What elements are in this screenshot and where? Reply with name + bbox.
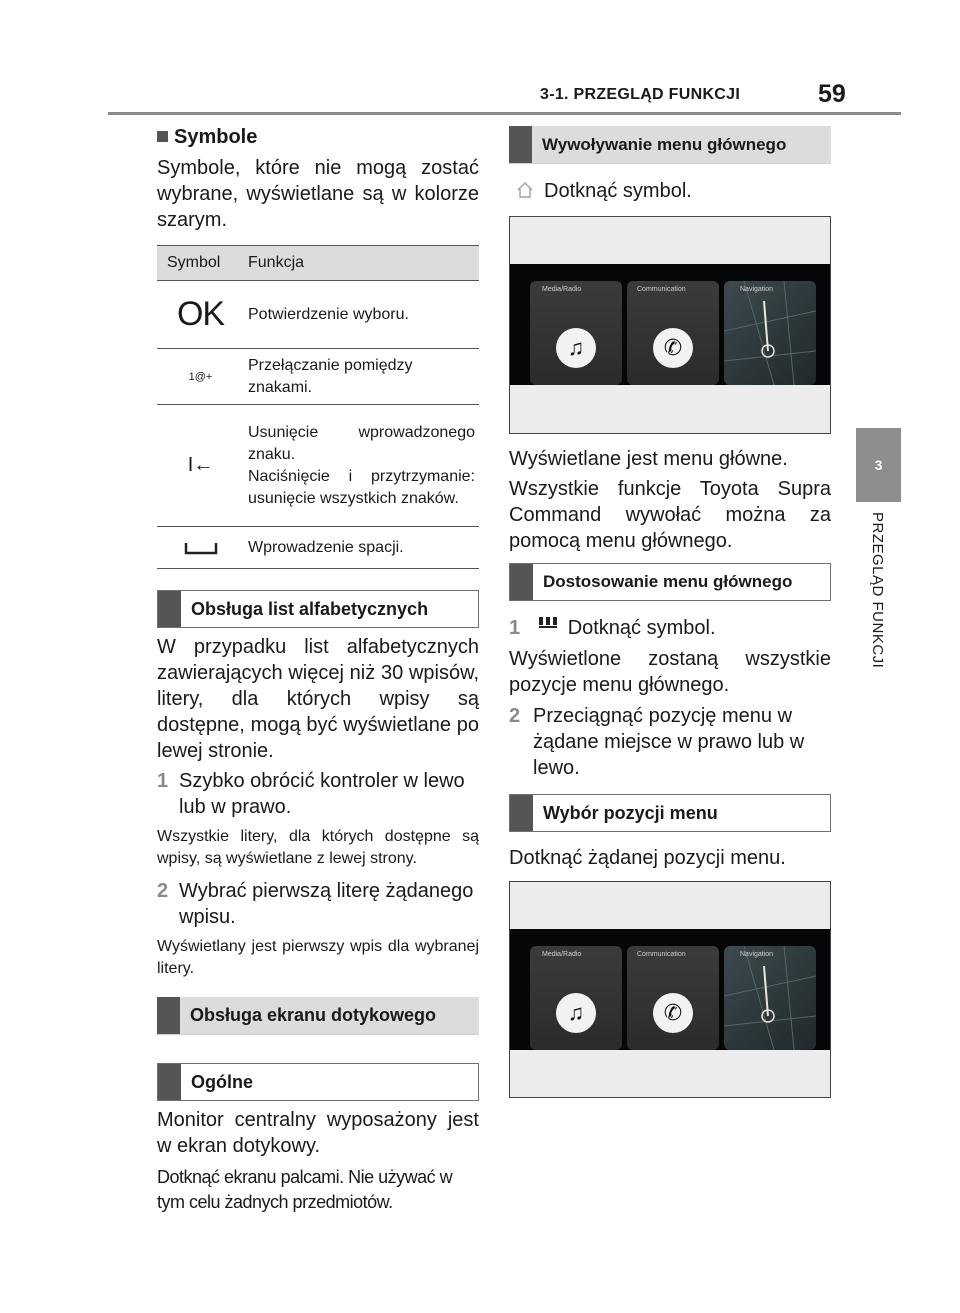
tile-navigation: Navigation xyxy=(740,951,774,958)
page-number: 59 xyxy=(818,80,846,108)
switch-chars-icon: 1@+ xyxy=(188,370,213,383)
music-icon: ♫ xyxy=(556,993,596,1033)
customize-step-1-after: Wyświetlone zostaną wszystkie pozycje menu głównego. xyxy=(509,648,831,696)
touch-text: Monitor centralny wyposażony jest w ekran dotykowy. xyxy=(157,1109,479,1157)
tile-media: Media/Radio xyxy=(542,286,582,293)
alpha-step-2: 2 Wybrać pierwszą literę żądanego wpisu. xyxy=(157,880,474,928)
customize-heading: Dostosowanie menu głównego xyxy=(509,563,831,601)
ok-icon: OK xyxy=(176,295,225,333)
section-title: 3-1. PRZEGLĄD FUNKCJI xyxy=(540,86,741,103)
touch-note: Dotknąć ekranu palcami. Nie używać w tym celu żadnych przedmiotów. xyxy=(157,1167,453,1212)
music-icon: ♫ xyxy=(556,328,596,368)
all-items-icon xyxy=(538,616,558,630)
select-text: Dotknąć żądanej pozycji menu. xyxy=(509,847,786,869)
table-header xyxy=(157,245,479,281)
alpha-text: W przypadku list alfabetycznych zawierających więcej niż 30 wpisów, litery, dla których wpisy są dostępne, mogą być wyświetlane po lewej stronie. xyxy=(157,636,479,762)
customize-step-2: 2 Przeciągnąć pozycję menu w żądane miejsce w prawo lub w lewo. xyxy=(509,705,805,779)
space-icon xyxy=(157,527,244,568)
general-heading: Ogólne xyxy=(157,1063,479,1101)
alpha-step-2-note: Wyświetlany jest pierwszy wpis dla wybranej litery. xyxy=(157,938,479,977)
header-rule xyxy=(108,112,901,115)
table-row: OK Potwierdzenie wyboru. xyxy=(157,281,479,349)
phone-icon: ✆ xyxy=(653,993,693,1033)
alpha-step-1-note: Wszystkie litery, dla których dostępne są wpisy, są wyświetlane z lewej strony. xyxy=(157,828,479,867)
customize-step-1: 1 Dotknąć symbol. xyxy=(509,617,716,639)
phone-icon: ✆ xyxy=(653,328,693,368)
touch-heading: Obsługa ekranu dotykowego xyxy=(157,997,479,1035)
table-row: 1@+ Przełączanie pomiędzy znakami. xyxy=(157,349,479,405)
main-menu-instruction: Dotknąć symbol. xyxy=(516,178,831,204)
table-row: Wprowadzenie spacji. xyxy=(157,527,479,569)
main-menu-after-2: Wszystkie funkcje Toyota Supra Command wywołać można za pomocą menu głównego. xyxy=(509,478,831,552)
backspace-icon: I← xyxy=(187,454,214,476)
alpha-heading: Obsługa list alfabetycznych xyxy=(157,590,479,628)
symbole-text: Symbole, które nie mogą zostać wybrane, wyświetlane są w kolorze szarym. xyxy=(157,157,479,231)
square-bullet-icon xyxy=(157,131,168,142)
col-symbol: Symbol xyxy=(167,254,221,271)
alpha-step-1: 1 Szybko obrócić kontroler w lewo lub w prawo. xyxy=(157,770,465,818)
tile-media: Media/Radio xyxy=(542,951,582,958)
select-heading: Wybór pozycji menu xyxy=(509,794,831,832)
table-row: I← Usunięcie wprowadzonego znaku. Naciśnięcie i przytrzymanie: usunięcie wszystkich znaków. xyxy=(157,405,479,527)
tile-communication: Communication xyxy=(637,951,686,958)
tile-navigation: Navigation xyxy=(740,286,774,293)
tile-communication: Communication xyxy=(637,286,686,293)
main-menu-screenshot xyxy=(509,216,831,434)
main-menu-heading: Wywoływanie menu głównego xyxy=(509,126,831,164)
chapter-tab: 3 xyxy=(856,428,901,502)
menu-select-screenshot xyxy=(509,881,831,1098)
main-menu-after-1: Wyświetlane jest menu główne. xyxy=(509,448,788,470)
symbol-table xyxy=(157,245,479,569)
chapter-tab-label: PRZEGLĄD FUNKCJI xyxy=(869,512,886,669)
symbole-heading: Symbole xyxy=(157,126,257,149)
home-icon xyxy=(516,181,534,199)
col-function: Funkcja xyxy=(248,254,305,271)
